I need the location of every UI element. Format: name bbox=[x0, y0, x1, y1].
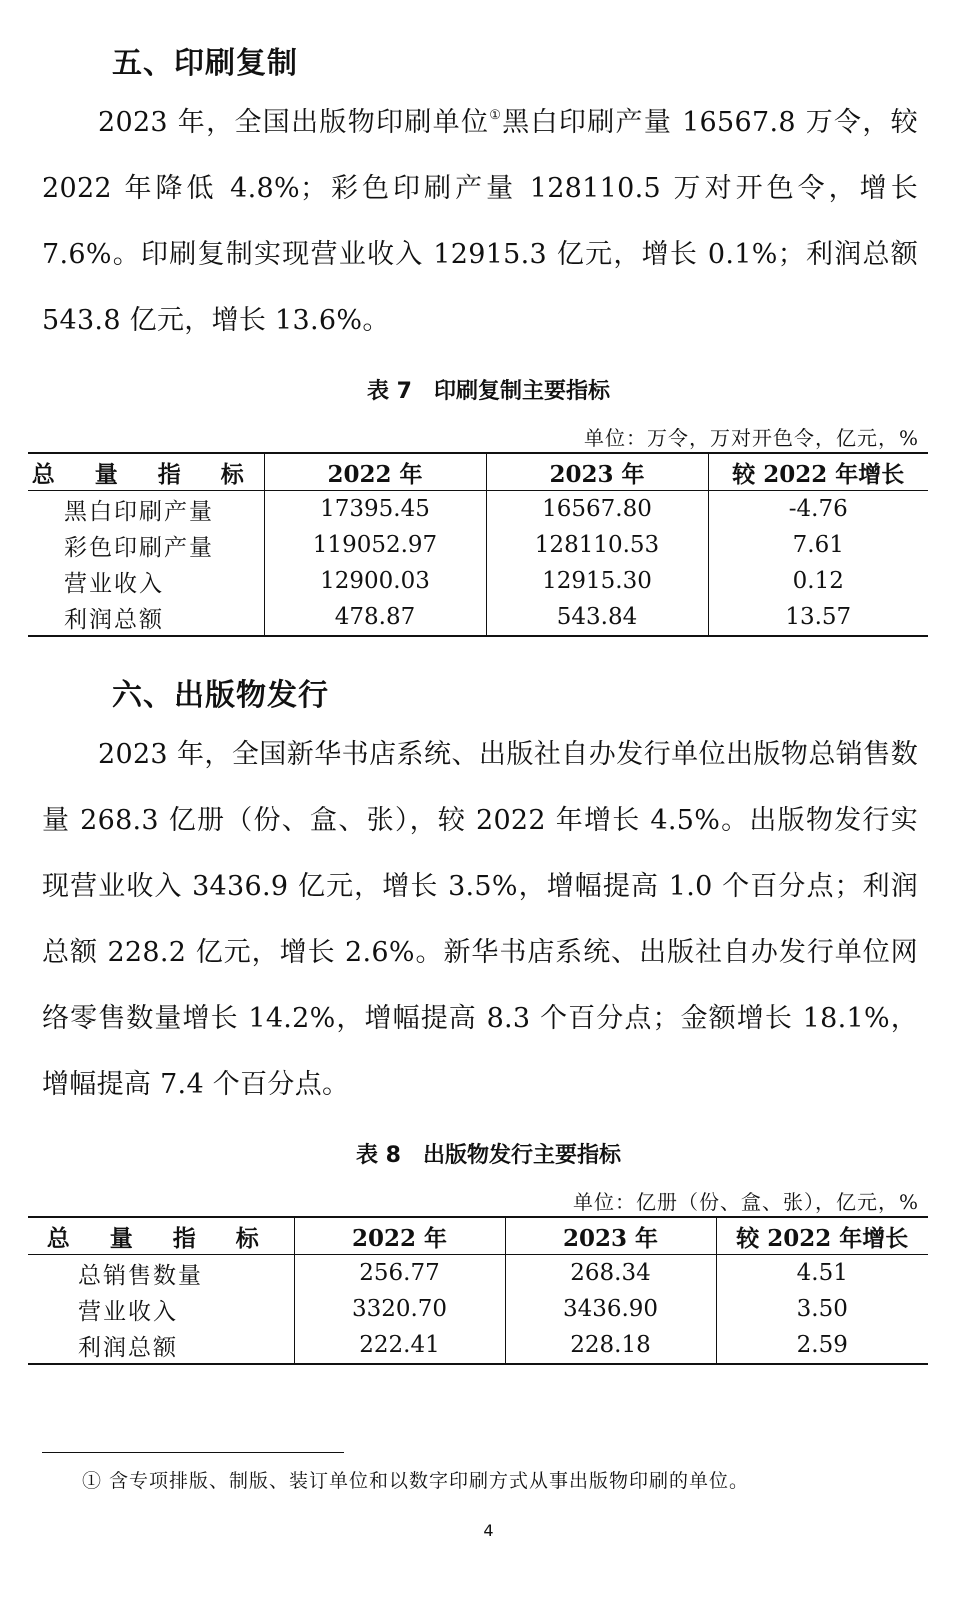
value-2022: 256.77 bbox=[294, 1255, 505, 1292]
table-row bbox=[28, 527, 928, 563]
table7-unit: 单位：万令，万对开色令，亿元，% bbox=[583, 426, 919, 450]
table7-header-2022: 2022 年 bbox=[264, 453, 486, 491]
row-label: 营业收入 bbox=[64, 570, 164, 597]
value-2022: 17395.45 bbox=[264, 491, 486, 528]
table7-header-growth: 较 2022 年增长 bbox=[708, 453, 928, 491]
table7-header-indicator: 总 量 指 标 bbox=[28, 453, 264, 491]
paragraph-printing bbox=[42, 90, 918, 354]
value-2022: 12900.03 bbox=[264, 563, 486, 599]
table8-header-2023: 2023 年 bbox=[505, 1217, 716, 1255]
table8-unit: 单位：亿册（份、盒、张），亿元，% bbox=[572, 1190, 919, 1214]
footnote-text: ① 含专项排版、制版、装订单位和以数字印刷方式从事出版物印刷的单位。 bbox=[82, 1470, 750, 1492]
value-growth: 7.61 bbox=[708, 527, 928, 563]
table-row bbox=[28, 491, 928, 528]
row-label: 营业收入 bbox=[78, 1298, 178, 1325]
paragraph-printing-part1: 2023 年，全国出版物印刷单位 bbox=[98, 107, 490, 138]
row-label: 利润总额 bbox=[28, 1327, 294, 1364]
table-row bbox=[28, 1291, 928, 1327]
value-2023: 3436.90 bbox=[505, 1291, 716, 1327]
value-2022: 119052.97 bbox=[264, 527, 486, 563]
table-row bbox=[28, 1327, 928, 1364]
value-2022: 3320.70 bbox=[294, 1291, 505, 1327]
value-growth: 3.50 bbox=[716, 1291, 928, 1327]
paragraph-printing-part2: 黑白印刷产量 16567.8 万令，较 2022 年降低 4.8%；彩色印刷产量 128110.5 万对开色令，增长 7.6%。印刷复制实现营业收入 12915.3 亿元，增长 0.1%；利润总额 543.8 亿元，增长 13.6%。 bbox=[42, 107, 918, 336]
table8-caption: 表 8 出版物发行主要指标 bbox=[356, 1143, 621, 1168]
table-row bbox=[28, 599, 928, 636]
value-2023: 543.84 bbox=[486, 599, 708, 636]
footnote-marker[interactable]: ① bbox=[489, 108, 503, 123]
value-2023: 268.34 bbox=[505, 1255, 716, 1292]
value-growth: 2.59 bbox=[716, 1327, 928, 1364]
value-growth: 0.12 bbox=[708, 563, 928, 599]
value-2023: 228.18 bbox=[505, 1327, 716, 1364]
row-label: 黑白印刷产量 bbox=[64, 498, 214, 525]
row-label: 总销售数量 bbox=[78, 1262, 203, 1289]
table-row bbox=[28, 563, 928, 599]
value-2022: 222.41 bbox=[294, 1327, 505, 1364]
table7 bbox=[28, 452, 928, 637]
value-growth: 13.57 bbox=[708, 599, 928, 636]
table7-header-row bbox=[28, 453, 928, 491]
table8-header-row bbox=[28, 1217, 928, 1255]
table7-caption: 表 7 印刷复制主要指标 bbox=[367, 379, 610, 404]
value-growth: 4.51 bbox=[716, 1255, 928, 1292]
value-2023: 12915.30 bbox=[486, 563, 708, 599]
value-growth: -4.76 bbox=[708, 491, 928, 528]
table-row bbox=[28, 1255, 928, 1292]
footnote-divider bbox=[42, 1452, 344, 1453]
page-number: 4 bbox=[483, 1521, 494, 1540]
table8 bbox=[28, 1216, 928, 1365]
value-2023: 16567.80 bbox=[486, 491, 708, 528]
row-label: 利润总额 bbox=[28, 599, 264, 636]
paragraph-distribution: 2023 年，全国新华书店系统、出版社自办发行单位出版物总销售数量 268.3 亿册（份、盒、张），较 2022 年增长 4.5%。出版物发行实现营业收入 3436.9 亿元，增长 3.5%，增幅提高 1.0 个百分点；利润总额 228.2 亿元，增长 2.6%。新华书店系统、出版社自办发行单位网络零售数量增长 14.2%，增幅提高 8.3 个百分点；金额增长 18.1%，增幅提高 7.4 个百分点。 bbox=[42, 739, 918, 1100]
value-2023: 128110.53 bbox=[486, 527, 708, 563]
table8-header-indicator: 总 量 指 标 bbox=[28, 1217, 294, 1255]
table7-header-2023: 2023 年 bbox=[486, 453, 708, 491]
section-heading-distribution: 六、出版物发行 bbox=[112, 678, 329, 713]
section-heading-printing: 五、印刷复制 bbox=[112, 46, 298, 81]
row-label: 彩色印刷产量 bbox=[64, 534, 214, 561]
value-2022: 478.87 bbox=[264, 599, 486, 636]
table8-header-growth: 较 2022 年增长 bbox=[716, 1217, 928, 1255]
table8-header-2022: 2022 年 bbox=[294, 1217, 505, 1255]
